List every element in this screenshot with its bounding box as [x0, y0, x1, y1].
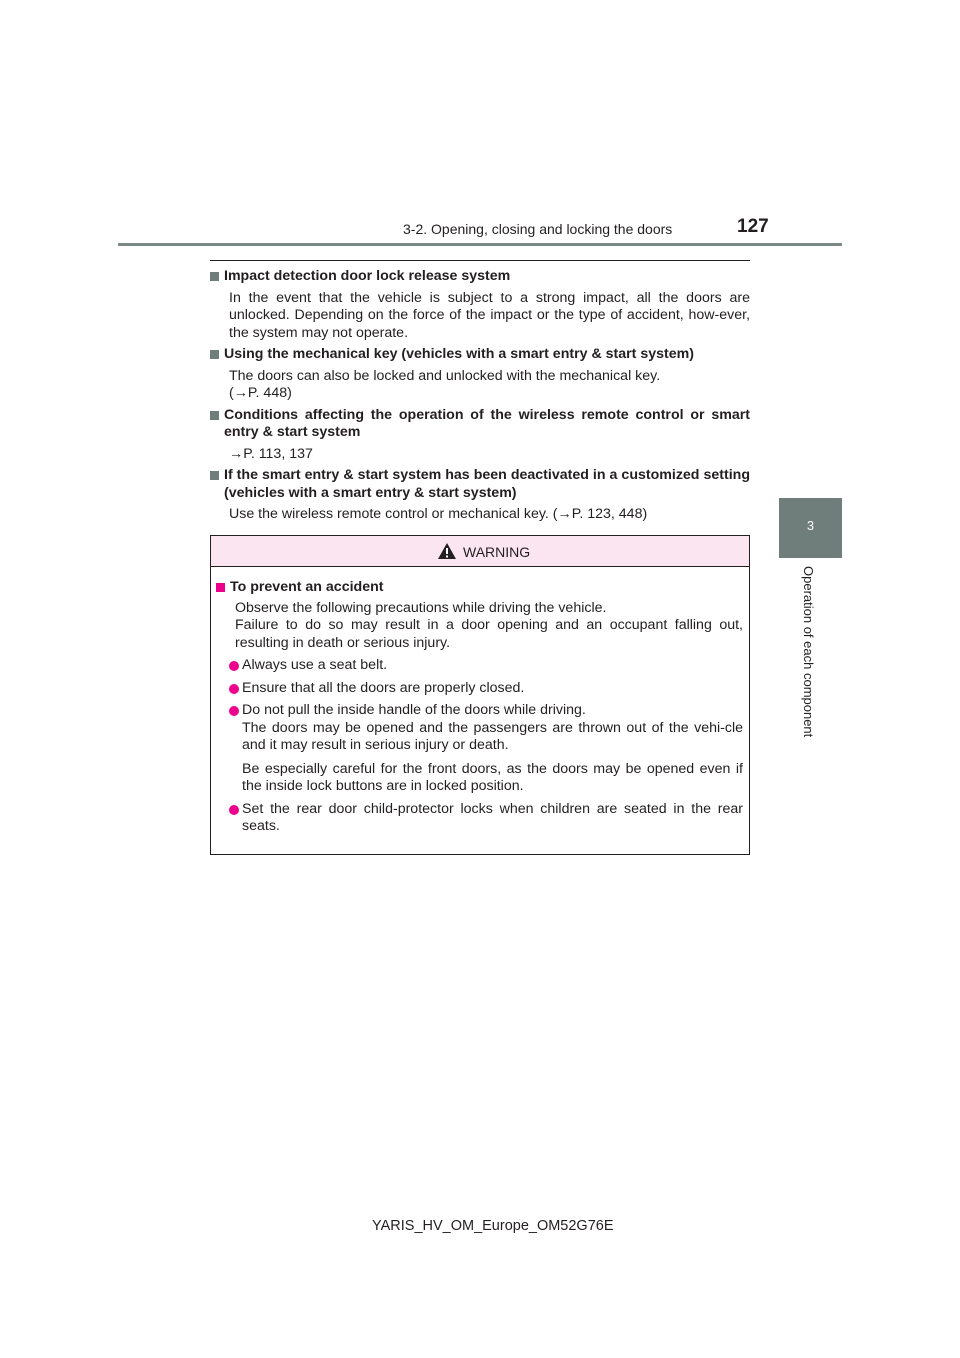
section-heading: Using the mechanical key (vehicles with a smart entry & start system)	[224, 346, 694, 362]
section-body: Use the wireless remote control or mechanical key. (→P. 123, 448)	[229, 506, 648, 522]
warning-square-icon	[216, 583, 225, 592]
warning-bullet	[216, 657, 743, 675]
bullet-dot-icon	[229, 805, 239, 815]
section-square-icon	[210, 411, 219, 420]
chapter-tab-label: Operation of each component	[801, 566, 816, 738]
warning-bullet	[216, 801, 743, 836]
chapter-tab-number: 3	[806, 518, 815, 533]
section-square-icon	[210, 350, 219, 359]
section-body: The doors can also be locked and unlocked with the mechanical key.	[229, 367, 661, 384]
section-mechanical-key	[210, 346, 750, 403]
header-divider	[118, 243, 842, 246]
warning-label: WARNING	[463, 544, 531, 560]
main-content	[210, 265, 750, 528]
section-body: In the event that the vehicle is subject to a strong impact, all the doors are unlocked. Depending on the force of the impact or the type of accident, how-ever, the system may not operate.	[229, 289, 750, 341]
warning-heading: To prevent an accident	[230, 579, 384, 595]
page-reference: →P. 113, 137	[229, 445, 313, 462]
warning-header	[211, 536, 749, 567]
bullet-dot-icon	[229, 661, 239, 671]
section-square-icon	[210, 272, 219, 281]
section-deactivated	[210, 467, 750, 524]
bullet-text: Always use a seat belt.	[242, 657, 388, 673]
warning-body	[211, 567, 749, 836]
section-heading: If the smart entry & start system has been deactivated in a customized setting (vehicles with a smart entry & start system)	[224, 467, 750, 501]
bullet-text-note: Be especially careful for the front doors, as the doors may be opened even if the inside lock buttons are in locked position.	[242, 760, 743, 794]
warning-box	[210, 535, 750, 855]
warning-intro: Failure to do so may result in a door opening and an occupant falling out, resulting in death or serious injury.	[235, 617, 743, 651]
section-conditions	[210, 407, 750, 464]
chapter-tab	[779, 498, 842, 558]
bullet-text: Ensure that all the doors are properly closed.	[242, 679, 525, 696]
bullet-text: Set the rear door child-protector locks when children are seated in the rear seats.	[242, 800, 743, 834]
page-number: 127	[737, 216, 769, 237]
header-section-title: 3-2. Opening, closing and locking the doors	[403, 221, 673, 237]
warning-bullet	[216, 680, 743, 698]
bullet-dot-icon	[229, 706, 239, 716]
section-heading: Impact detection door lock release system	[224, 268, 511, 284]
bullet-text: Do not pull the inside handle of the doors while driving.	[242, 702, 586, 718]
bullet-text-continued: The doors may be opened and the passengers are thrown out of the vehi-cle and it may result in serious injury or death.	[242, 719, 743, 753]
warning-intro: Observe the following precautions while driving the vehicle.	[235, 599, 607, 616]
bullet-dot-icon	[229, 684, 239, 694]
warning-triangle-icon	[437, 542, 457, 560]
footer-doc-code: YARIS_HV_OM_Europe_OM52G76E	[372, 1218, 614, 1234]
section-impact	[210, 268, 750, 342]
section-divider	[210, 260, 750, 261]
section-heading: Conditions affecting the operation of the wireless remote control or smart entry & start system	[224, 406, 750, 440]
warning-bullet	[216, 702, 743, 796]
page-reference: (→P. 448)	[229, 385, 292, 401]
section-square-icon	[210, 471, 219, 480]
